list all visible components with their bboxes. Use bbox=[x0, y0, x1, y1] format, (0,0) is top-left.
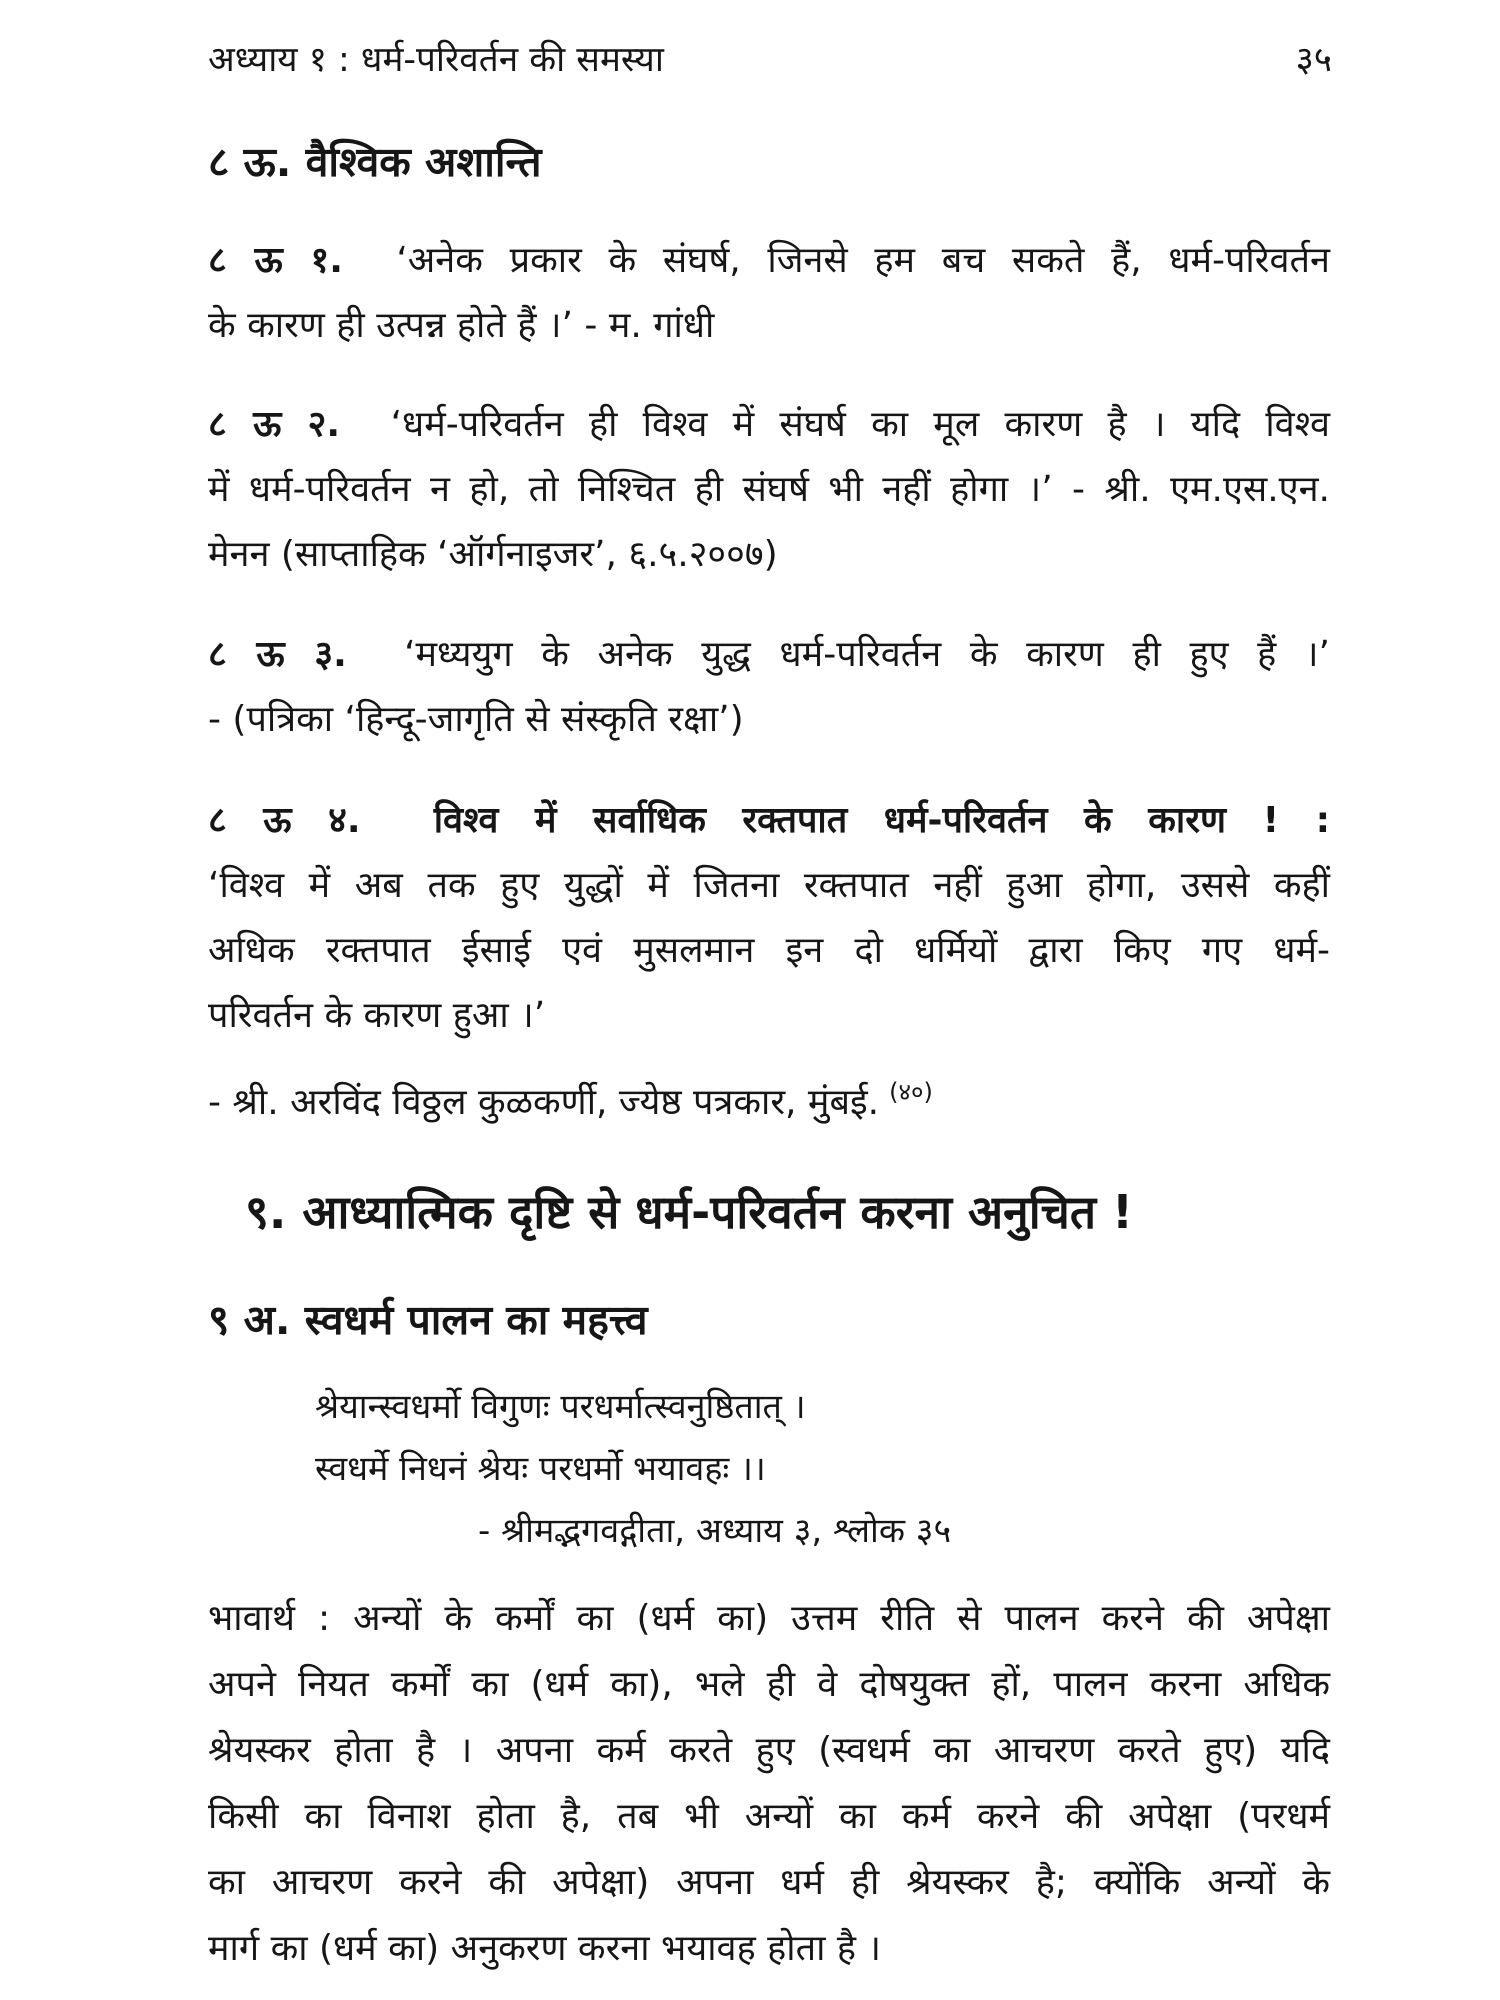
item-8u3 bbox=[208, 622, 1330, 752]
item-number: ८ ऊ २. bbox=[208, 404, 341, 445]
item-8u4 bbox=[208, 788, 1330, 1048]
chapter-heading-9: ९. आध्यात्मिक दृष्टि से धर्म-परिवर्तन करना अनुचित ! bbox=[245, 1185, 1134, 1239]
section-heading-9a: ९ अ. स्वधर्म पालन का महत्त्व bbox=[208, 1296, 648, 1344]
page-number: ३५ bbox=[1295, 40, 1332, 80]
running-title: अध्याय १ : धर्म-परिवर्तन की समस्या bbox=[208, 40, 664, 80]
item-number: ८ ऊ ४. bbox=[208, 800, 361, 841]
verse-source: - श्रीमद्भगवद्गीता, अध्याय ३, श्लोक ३५ bbox=[478, 1511, 952, 1551]
verse-line-2: स्वधर्मे निधनं श्रेयः परधर्मो भयावहः ।। bbox=[315, 1449, 766, 1489]
meaning-line-6: मार्ग का (धर्म का) अनुकरण करना भयावह होता है । bbox=[208, 1928, 882, 1969]
item-8u4-line-1: ‘विश्व में अब तक हुए युद्धों में जितना रक्तपात नहीं हुआ होगा, उससे कहीं bbox=[208, 865, 1330, 906]
item-8u3-line-1: ८ ऊ ३. ‘मध्ययुग के अनेक युद्ध धर्म-परिवर्तन के कारण ही हुए हैं ।’ bbox=[208, 634, 1331, 675]
section-heading-8u: ८ ऊ. वैश्विक अशान्ति bbox=[208, 138, 542, 186]
item-8u2 bbox=[208, 392, 1330, 587]
item-number: ८ ऊ ३. bbox=[208, 634, 347, 675]
verse-line-1: श्रेयान्स्वधर्मो विगुणः परधर्मात्स्वनुष्ठितात् । bbox=[315, 1387, 806, 1427]
item-8u4-attribution bbox=[208, 1070, 1330, 1139]
meaning-line-5: का आचरण करने की अपेक्षा) अपना धर्म ही श्रेयस्कर है; क्योंकि अन्यों के bbox=[208, 1862, 1330, 1903]
item-number: ८ ऊ १. bbox=[208, 240, 343, 281]
item-8u3-line-2: - (पत्रिका ‘हिन्दू-जागृति से संस्कृति रक्षा’) bbox=[208, 699, 744, 740]
footnote-reference: (४०) bbox=[889, 1078, 933, 1106]
attribution-text: - श्री. अरविंद विठ्ठल कुळकर्णी, ज्येष्ठ पत्रकार, मुंबई. bbox=[208, 1082, 880, 1123]
item-8u1 bbox=[208, 228, 1330, 358]
item-8u2-line-2: में धर्म-परिवर्तन न हो, तो निश्चित ही संघर्ष भी नहीं होगा ।’ - श्री. एम.एस.एन. bbox=[208, 469, 1330, 510]
item-8u1-line-1: ८ ऊ १. ‘अनेक प्रकार के संघर्ष, जिनसे हम बच सकते हैं, धर्म-परिवर्तन bbox=[208, 240, 1330, 281]
meaning-line-4: किसी का विनाश होता है, तब भी अन्यों का कर्म करने की अपेक्षा (परधर्म bbox=[208, 1796, 1330, 1837]
item-8u2-line-3: मेनन (साप्ताहिक ‘ऑर्गनाइजर’, ६.५.२००७) bbox=[208, 534, 778, 575]
meaning-line-3: श्रेयस्कर होता है । अपना कर्म करते हुए (स्वधर्म का आचरण करते हुए) यदि bbox=[208, 1730, 1330, 1771]
item-8u4-line-2: अधिक रक्तपात ईसाई एवं मुसलमान इन दो धर्मियों द्वारा किए गए धर्म- bbox=[208, 930, 1330, 971]
item-8u1-line-2: के कारण ही उत्पन्न होते हैं ।’ - म. गांधी bbox=[208, 305, 715, 346]
running-header bbox=[208, 30, 1332, 90]
meaning-line-2: अपने नियत कर्मों का (धर्म का), भले ही वे दोषयुक्त हों, पालन करना अधिक bbox=[208, 1664, 1330, 1705]
meaning-paragraph bbox=[208, 1586, 1330, 1982]
item-8u4-line-3: परिवर्तन के कारण हुआ ।’ bbox=[208, 995, 546, 1036]
meaning-line-1: भावार्थ : अन्यों के कर्मों का (धर्म का) उत्तम रीति से पालन करने की अपेक्षा bbox=[208, 1598, 1330, 1639]
item-8u4-title: ८ ऊ ४. विश्व में सर्वाधिक रक्तपात धर्म-परिवर्तन के कारण ! : bbox=[208, 800, 1330, 841]
item-8u2-line-1: ८ ऊ २. ‘धर्म-परिवर्तन ही विश्व में संघर्ष का मूल कारण है । यदि विश्व bbox=[208, 404, 1330, 445]
